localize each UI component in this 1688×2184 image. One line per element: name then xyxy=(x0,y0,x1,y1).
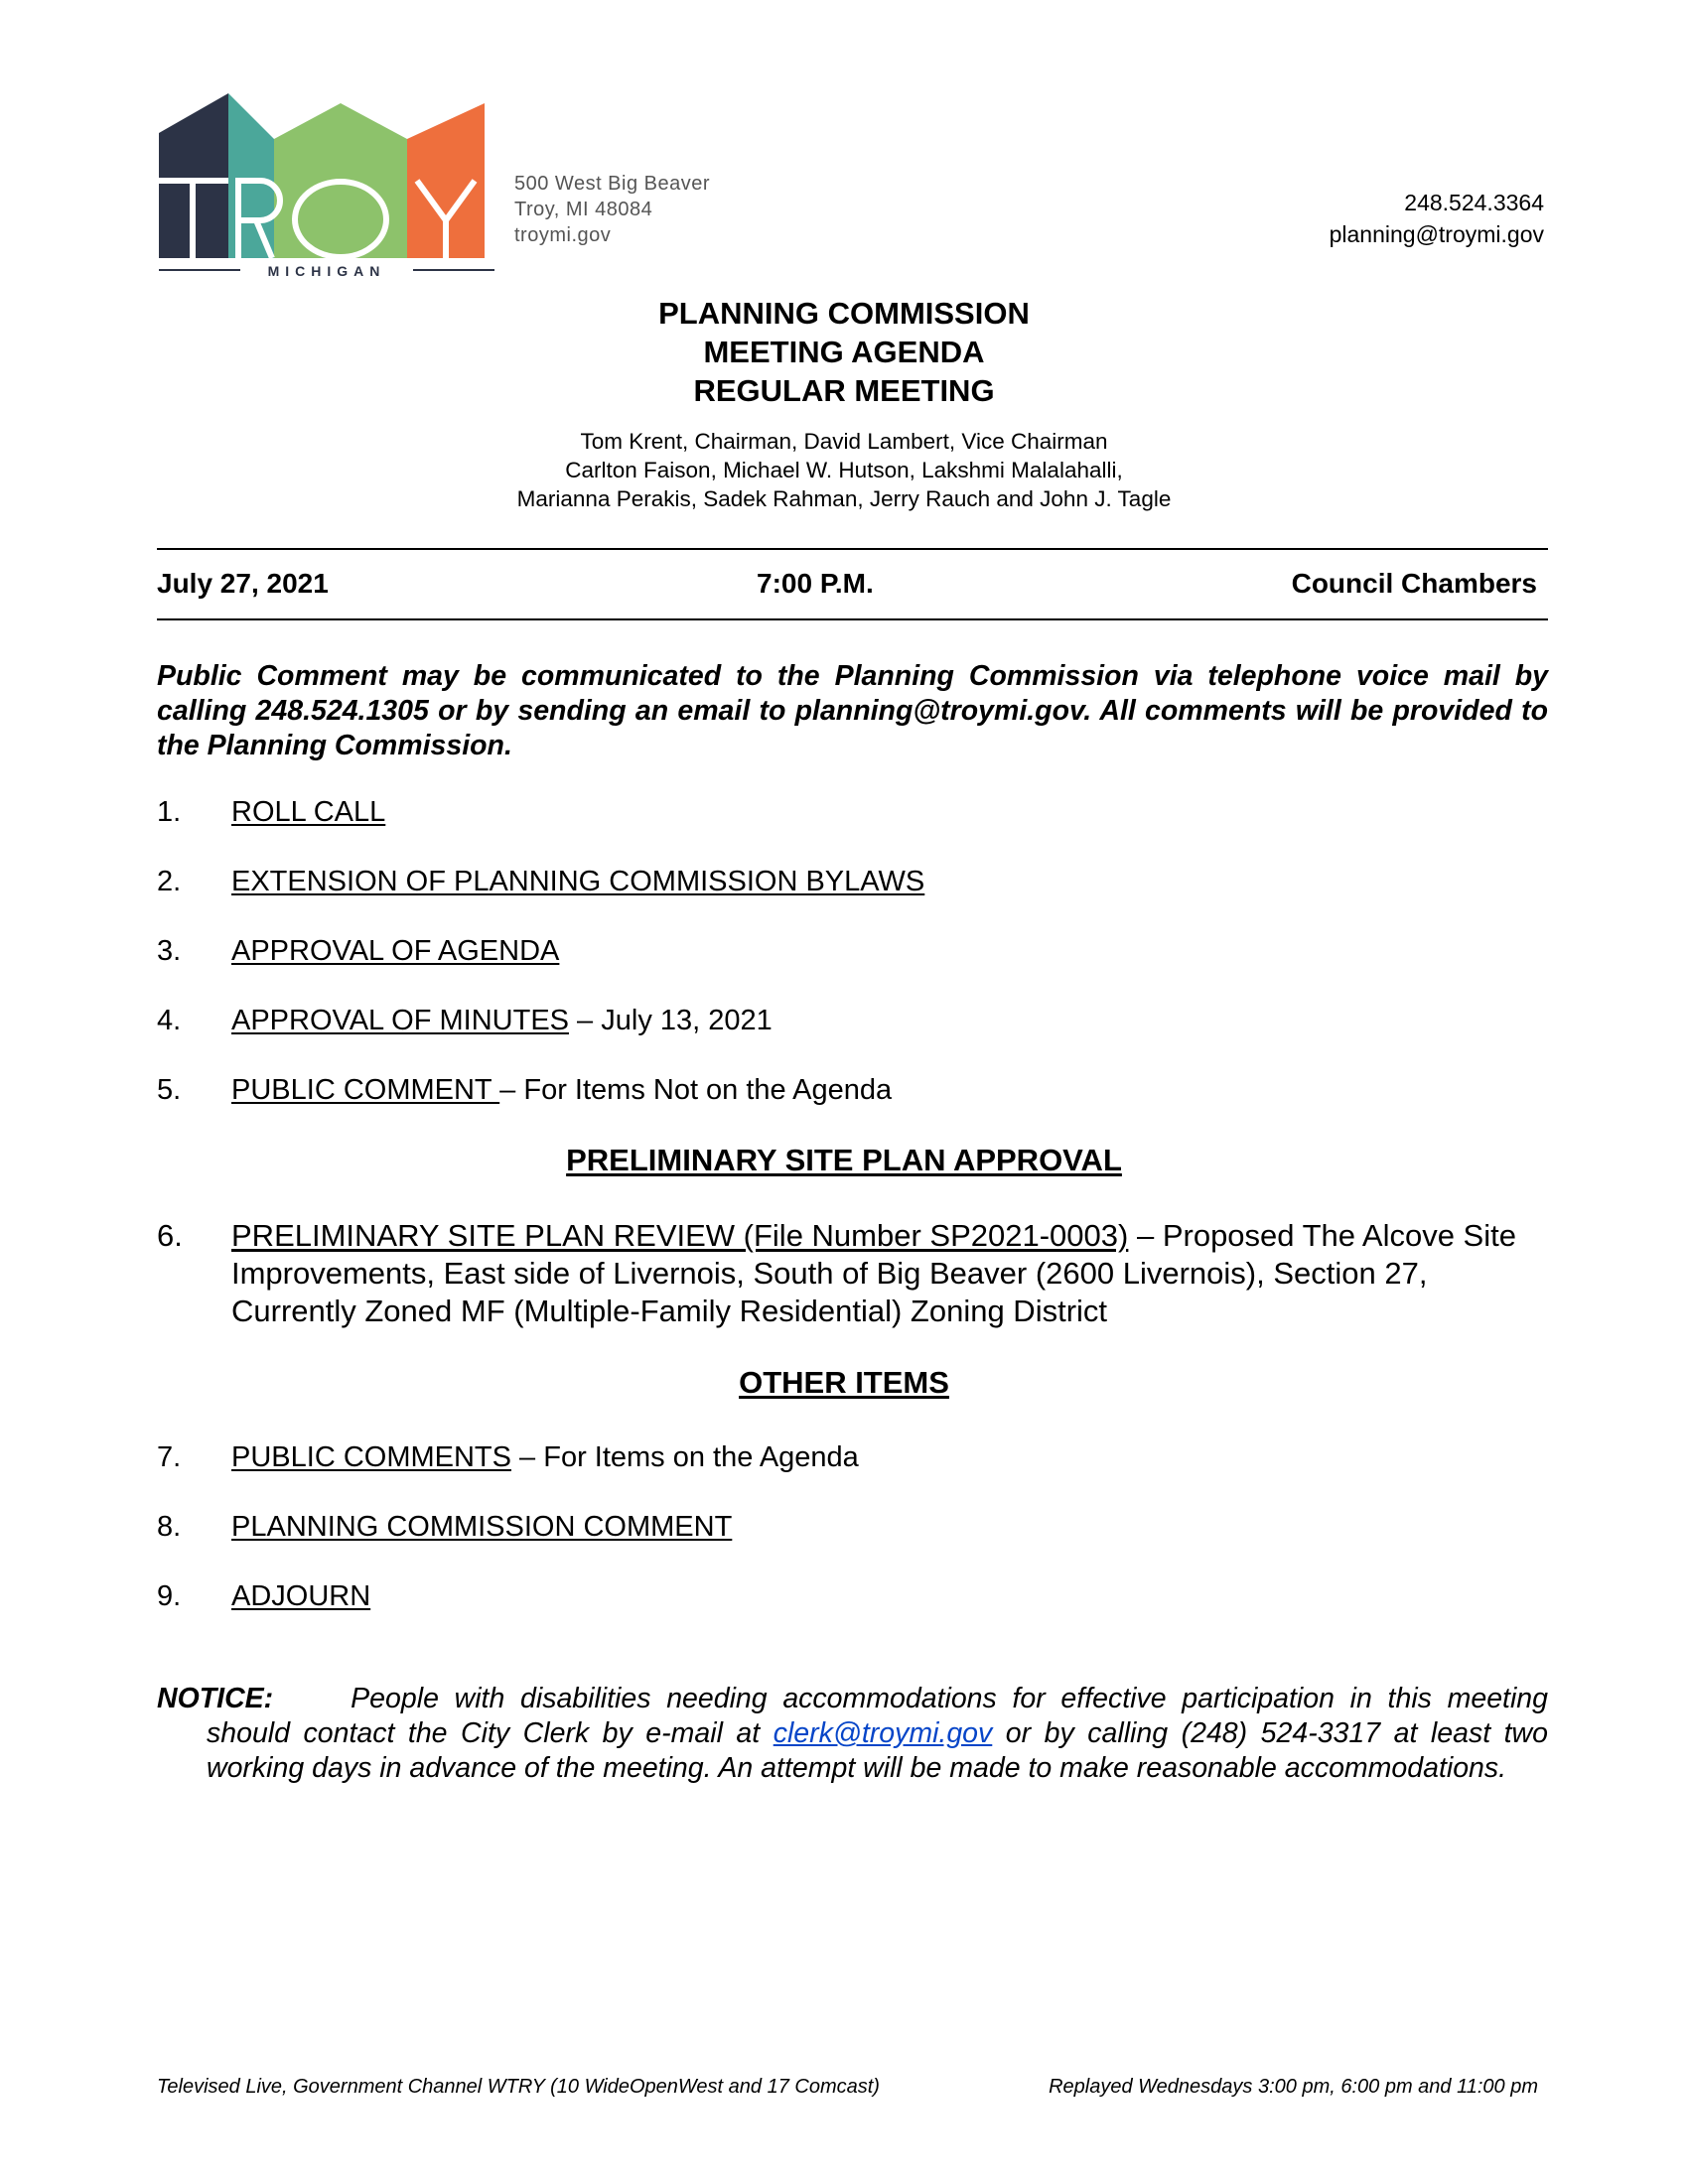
item-title: APPROVAL OF AGENDA xyxy=(231,935,560,967)
item-title: PRELIMINARY SITE PLAN REVIEW (File Number SP2021-0003) xyxy=(231,1218,1129,1253)
divider xyxy=(157,548,1548,550)
clerk-email-link[interactable]: clerk@troymi.gov xyxy=(773,1717,993,1749)
contact-phone: 248.524.3364 xyxy=(1404,190,1544,215)
notice-text: People with disabilities needing accommodations for effective participation in this meeting should contact the City Clerk by e-mail at xyxy=(207,1683,1548,1749)
title-line: REGULAR MEETING xyxy=(693,373,995,408)
troy-michigan-logo xyxy=(157,93,494,276)
accessibility-notice xyxy=(157,1682,1548,1786)
item-title: EXTENSION OF PLANNING COMMISSION BYLAWS xyxy=(231,866,925,897)
members-line: Marianna Perakis, Sadek Rahman, Jerry Rauch and John J. Tagle xyxy=(516,486,1172,511)
meeting-time: 7:00 P.M. xyxy=(757,568,874,599)
item-title: APPROVAL OF MINUTES xyxy=(231,1005,569,1036)
contact-email: planning@troymi.gov xyxy=(1329,221,1544,247)
section-heading-text: OTHER ITEMS xyxy=(739,1365,949,1400)
title-line: MEETING AGENDA xyxy=(703,335,985,369)
item-detail: – Proposed The Alcove Site Improvements, East side of Livernois, South of Big Beaver (2600 Livernois), Section 27, Currently Zoned MF (Multiple-Family Residential) Zoning District xyxy=(231,1218,1516,1328)
item-title: PUBLIC COMMENTS xyxy=(231,1441,511,1473)
address-line: Troy, MI 48084 xyxy=(514,199,653,220)
members-line: Tom Krent, Chairman, David Lambert, Vice Chairman xyxy=(580,429,1108,454)
item-number: 3. xyxy=(157,935,182,967)
broadcast-footer xyxy=(157,2076,1548,2099)
item-number: 9. xyxy=(157,1580,182,1612)
item-number: 8. xyxy=(157,1511,182,1543)
agenda-title xyxy=(0,294,1688,410)
item-detail: – For Items Not on the Agenda xyxy=(499,1074,893,1106)
item-number: 7. xyxy=(157,1441,182,1473)
section-heading-text: PRELIMINARY SITE PLAN APPROVAL xyxy=(566,1143,1122,1177)
address-line: 500 West Big Beaver xyxy=(514,173,711,195)
item-number: 2. xyxy=(157,866,182,897)
public-comment-notice: Public Comment may be communicated to the Planning Commission via telephone voice mail by calling 248.524.1305 or by sending an email to planning@troymi.gov. All comments will be provided to the Planning Commission. xyxy=(157,660,1548,761)
meeting-date: July 27, 2021 xyxy=(157,568,329,599)
footer-replay: Replayed Wednesdays 3:00 pm, 6:00 pm and 11:00 pm xyxy=(1049,2076,1538,2098)
item-detail: – For Items on the Agenda xyxy=(510,1441,859,1473)
logo-michigan-text: MICHIGAN xyxy=(267,263,386,276)
contact-info xyxy=(1330,187,1544,250)
item-number: 1. xyxy=(157,796,182,828)
notice-text: or by calling (248) 524-3317 at least two working days in advance of the meeting. An attempt will be made to make reasonable accommodations. xyxy=(207,1717,1548,1784)
item-detail: – July 13, 2021 xyxy=(569,1005,773,1036)
section-heading xyxy=(0,1365,1688,1401)
members-line: Carlton Faison, Michael W. Hutson, Lakshmi Malalahalli, xyxy=(565,458,1123,482)
item-number: 6. xyxy=(157,1218,183,1253)
commission-members xyxy=(0,427,1688,513)
title-line: PLANNING COMMISSION xyxy=(658,296,1030,331)
item-number: 4. xyxy=(157,1005,182,1036)
item-title: ADJOURN xyxy=(231,1580,371,1612)
notice-label: NOTICE: xyxy=(157,1683,274,1714)
city-address xyxy=(514,171,710,248)
item-title: PLANNING COMMISSION COMMENT xyxy=(231,1511,733,1543)
item-title: PUBLIC COMMENT xyxy=(231,1074,500,1106)
address-line: troymi.gov xyxy=(514,224,612,246)
footer-televised: Televised Live, Government Channel WTRY (10 WideOpenWest and 17 Comcast) xyxy=(157,2076,880,2098)
divider xyxy=(157,618,1548,620)
item-number: 5. xyxy=(157,1074,182,1106)
section-heading xyxy=(0,1143,1688,1178)
item-title: ROLL CALL xyxy=(231,796,386,828)
meeting-location: Council Chambers xyxy=(1291,568,1537,599)
